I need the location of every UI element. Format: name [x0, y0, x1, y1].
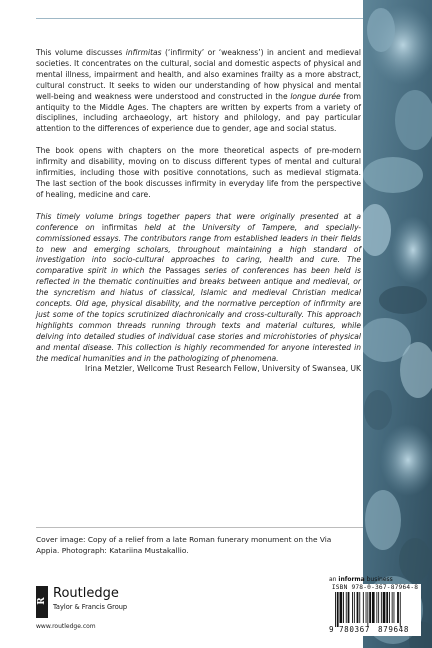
blurb-term-infirmitas: infirmitas	[101, 222, 138, 232]
barcode-bar	[372, 592, 375, 623]
barcode-bar	[357, 592, 359, 623]
barcode-bar	[346, 592, 347, 623]
informa-business-tag: an informa business	[329, 576, 393, 583]
barcode-bar	[367, 592, 368, 627]
review-attribution: Irina Metzler, Wellcome Trust Research Fellow, University of Swansea, UK	[85, 364, 361, 374]
barcode-bar	[400, 592, 401, 627]
barcode-lead-digit: 9	[329, 625, 334, 634]
barcode-bar	[354, 592, 355, 623]
emphasis-infirmitas: infirmitas	[125, 48, 162, 57]
barcode-bar	[381, 592, 382, 623]
intro-paragraph-2: The book opens with chapters on the more theoretical aspects of pre-modern infirmity and disability, moving on to discuss different types of mental and cultural infirmities, including those with positive connotations, such as medieval stigmata. The last section of the book discusses infirmity in everyday life from the perspective of healing, medicine and care.	[36, 146, 361, 199]
barcode-bar	[335, 592, 336, 627]
routledge-logo-icon: R	[36, 586, 48, 618]
cover-image-credit: Cover image: Copy of a relief from a late Roman funerary monument on the Via Appia. Photograph: Katariina Mustakallio.	[36, 535, 332, 555]
barcode-bar	[340, 592, 343, 623]
isbn-label: ISBN 978-0-367-87964-8	[331, 584, 419, 591]
barcode-bar	[352, 592, 353, 623]
barcode-bar	[337, 592, 339, 627]
intro-paragraph-1: This volume discusses infirmitas (‘infirmity’ or ‘weakness’) in ancient and medieval societies. It concentrates on the cultural, social and domestic aspects of physical and mental illness, impairment and health, and also examines frailty as a more abstract, cultural construct. It seeks to widen our understanding of how physical and mental well-being and weakness were understood and constructed in the longue durée from antiquity to the Middle Ages. The chapters are written by experts from a variety of disciplines, including archaeology, art history and philology, and pay particular attention to the differences of experience due to gender, age and social status.	[36, 48, 361, 134]
barcode-bar	[392, 592, 393, 623]
barcode-bar	[348, 592, 350, 623]
barcode-left-digits: 780367	[339, 625, 371, 634]
barcode-bar	[397, 592, 399, 623]
section-divider	[36, 527, 363, 528]
top-rule	[36, 18, 363, 19]
barcode-bar	[359, 592, 360, 623]
barcode-bars-icon	[335, 592, 417, 627]
barcode-bar	[376, 592, 377, 623]
barcode-bar	[369, 592, 371, 623]
cover-relief-image	[363, 0, 432, 648]
barcode-right-digits: 879648	[378, 625, 410, 634]
barcode-bar	[394, 592, 395, 623]
publisher-block	[36, 586, 176, 630]
barcode-bar	[389, 592, 390, 623]
publisher-url[interactable]: www.routledge.com	[36, 623, 96, 630]
publisher-subtitle: Taylor & Francis Group	[53, 603, 128, 611]
isbn-barcode	[329, 584, 421, 636]
blurb-term-passages: Passages	[165, 266, 201, 276]
description-text	[36, 48, 361, 375]
review-blurb: This timely volume brings together papers that were originally presented at a conference on infirmitas held at the University of Tampere, and specially-commissioned essays. The contributors range from established leaders in their fields to new and emerging scholars, throughout maintaining a high standard of investigation into socio-cultural approaches to caring, health and cure. The comparative spirit in which the Passages series of conferences has been held is reflected in the thematic continuities and breaks between antique and medieval, or the syncretism and hiatus of classical, Islamic and medieval Christian medical concepts. Old age, physical disability, and the normative perception of infirmity are just some of the topics scrutinized diachronically and cross-culturally. This approach highlights common threads running through texts and material cultures, while delving into detailed studies of individual case stories and microhistories of physical and mental disease. This collection is highly recommended for anyone interested in the medical humanities and in the pathologizing of phenomena.	[36, 211, 362, 363]
barcode-bar	[386, 592, 388, 623]
barcode-bar	[378, 592, 379, 623]
publisher-name: Routledge	[53, 586, 119, 601]
barcode-bar	[383, 592, 386, 623]
barcode-bar	[343, 592, 344, 623]
barcode-bar	[366, 592, 367, 623]
barcode-bar	[363, 592, 364, 623]
emphasis-longue-duree: longue durée	[290, 91, 341, 101]
